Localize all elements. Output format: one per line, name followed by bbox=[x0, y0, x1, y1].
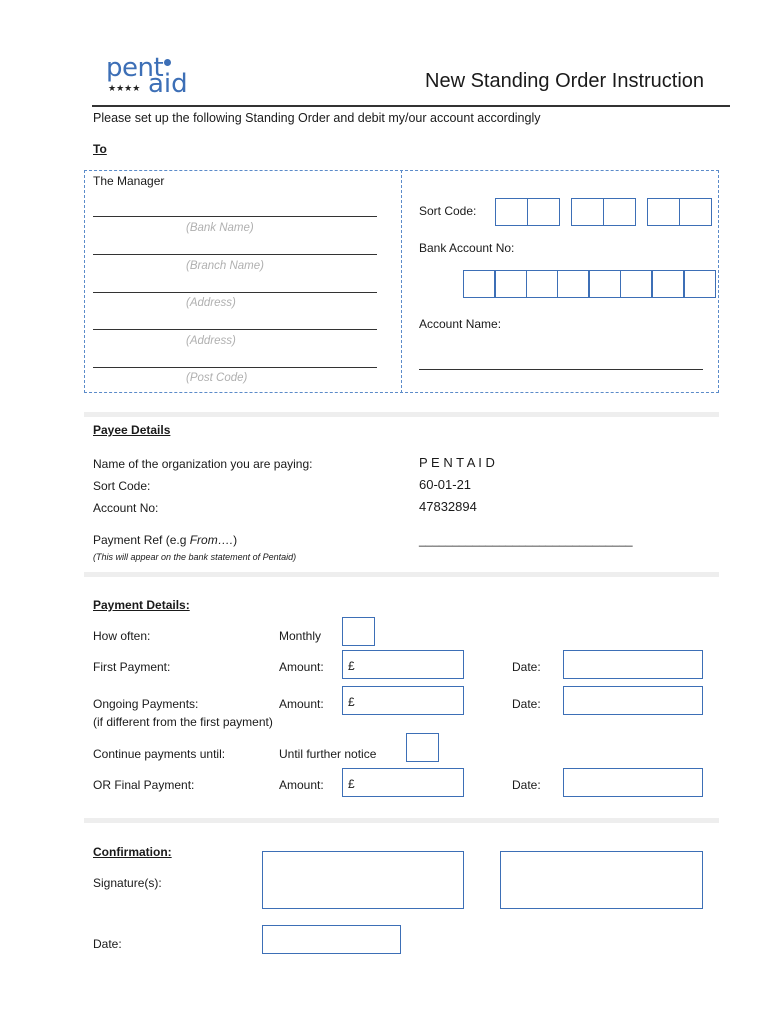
address-line-2[interactable] bbox=[93, 329, 377, 330]
address-hint-1: (Address) bbox=[186, 297, 236, 309]
how-often-label: How often: bbox=[93, 629, 151, 643]
payment-ref-line[interactable]: ________________________________ bbox=[419, 533, 633, 547]
account-digit[interactable] bbox=[463, 270, 495, 298]
until-further-notice-checkbox[interactable] bbox=[406, 733, 439, 762]
address-line-1[interactable] bbox=[93, 292, 377, 293]
sort-code-digit[interactable] bbox=[571, 198, 604, 226]
payee-sort-code-value: 60-01-21 bbox=[419, 477, 472, 492]
sort-code-digit[interactable] bbox=[603, 198, 636, 226]
bank-name-line[interactable] bbox=[93, 216, 377, 217]
signature-box-2[interactable] bbox=[500, 851, 703, 909]
monthly-label: Monthly bbox=[279, 629, 322, 643]
currency-symbol: £ bbox=[348, 777, 355, 791]
account-digit[interactable] bbox=[495, 270, 527, 298]
bank-details-divider bbox=[401, 170, 402, 393]
sort-code-digit[interactable] bbox=[495, 198, 528, 226]
sort-code-digit[interactable] bbox=[647, 198, 680, 226]
post-code-hint: (Post Code) bbox=[186, 372, 248, 384]
ongoing-date-label: Date: bbox=[512, 697, 541, 711]
account-digit[interactable] bbox=[526, 270, 558, 298]
payment-details-heading: Payment Details: bbox=[93, 598, 190, 612]
sort-code-label: Sort Code: bbox=[419, 204, 477, 218]
first-amount-label: Amount: bbox=[279, 660, 324, 674]
monthly-checkbox[interactable] bbox=[342, 617, 375, 646]
payee-account-value: 47832894 bbox=[419, 499, 477, 514]
first-payment-label: First Payment: bbox=[93, 660, 171, 674]
account-name-label: Account Name: bbox=[419, 317, 502, 331]
bank-name-hint: (Bank Name) bbox=[186, 222, 254, 234]
logo-stars: ★★★★ bbox=[108, 83, 141, 93]
title-rule bbox=[92, 105, 730, 107]
final-date-label: Date: bbox=[512, 778, 541, 792]
org-name-label: Name of the organization you are paying: bbox=[93, 457, 313, 471]
branch-name-hint: (Branch Name) bbox=[186, 260, 264, 272]
ongoing-date-input[interactable] bbox=[563, 686, 703, 715]
ongoing-amount-label: Amount: bbox=[279, 697, 324, 711]
section-divider bbox=[84, 818, 719, 823]
confirmation-date-input[interactable] bbox=[262, 925, 401, 954]
branch-name-line[interactable] bbox=[93, 254, 377, 255]
currency-symbol: £ bbox=[348, 695, 355, 709]
post-code-line[interactable] bbox=[93, 367, 377, 368]
until-further-notice-label: Until further notice bbox=[279, 747, 377, 761]
currency-symbol: £ bbox=[348, 659, 355, 673]
page-title: New Standing Order Instruction bbox=[425, 70, 705, 92]
confirmation-date-label: Date: bbox=[93, 937, 122, 951]
payee-details-heading: Payee Details bbox=[93, 423, 171, 437]
payment-ref-label-example: From…. bbox=[189, 533, 234, 547]
account-digit[interactable] bbox=[684, 270, 716, 298]
payment-ref-note: (This will appear on the bank statement of Pentaid) bbox=[93, 552, 297, 562]
intro-text: Please set up the following Standing Order and debit my/our account accordingly bbox=[93, 111, 541, 125]
first-date-label: Date: bbox=[512, 660, 541, 674]
manager-label: The Manager bbox=[93, 174, 165, 188]
account-digit[interactable] bbox=[589, 270, 621, 298]
logo-text-aid: aid bbox=[148, 69, 188, 99]
final-amount-input[interactable] bbox=[342, 768, 464, 797]
account-digit[interactable] bbox=[557, 270, 589, 298]
org-name-value: P E N T A I D bbox=[419, 455, 495, 470]
bank-account-label: Bank Account No: bbox=[419, 241, 515, 255]
continue-until-label: Continue payments until: bbox=[93, 747, 226, 761]
ongoing-payments-note: (if different from the first payment) bbox=[93, 715, 273, 729]
pentaid-logo bbox=[104, 55, 196, 101]
confirmation-heading: Confirmation: bbox=[93, 845, 172, 859]
account-digit[interactable] bbox=[652, 270, 684, 298]
logo-text-pent: pent bbox=[106, 53, 164, 83]
account-name-line[interactable] bbox=[419, 369, 703, 370]
final-payment-label: OR Final Payment: bbox=[93, 778, 195, 792]
payment-ref-label-post: ) bbox=[233, 533, 238, 547]
account-digit[interactable] bbox=[620, 270, 652, 298]
section-divider bbox=[84, 572, 719, 577]
final-amount-label: Amount: bbox=[279, 778, 324, 792]
final-date-input[interactable] bbox=[563, 768, 703, 797]
ongoing-amount-input[interactable] bbox=[342, 686, 464, 715]
payment-ref-label bbox=[93, 533, 237, 547]
sort-code-digit[interactable] bbox=[527, 198, 560, 226]
section-divider bbox=[84, 412, 719, 417]
ongoing-payments-label: Ongoing Payments: bbox=[93, 697, 199, 711]
address-hint-2: (Address) bbox=[186, 335, 236, 347]
payee-account-label: Account No: bbox=[93, 501, 159, 515]
first-date-input[interactable] bbox=[563, 650, 703, 679]
signature-label: Signature(s): bbox=[93, 876, 162, 890]
first-amount-input[interactable] bbox=[342, 650, 464, 679]
payee-sort-code-label: Sort Code: bbox=[93, 479, 151, 493]
logo-dot bbox=[164, 59, 171, 66]
sort-code-digit[interactable] bbox=[679, 198, 712, 226]
signature-box-1[interactable] bbox=[262, 851, 464, 909]
to-heading: To bbox=[93, 142, 107, 156]
payment-ref-label-pre: Payment Ref (e.g bbox=[93, 533, 190, 547]
